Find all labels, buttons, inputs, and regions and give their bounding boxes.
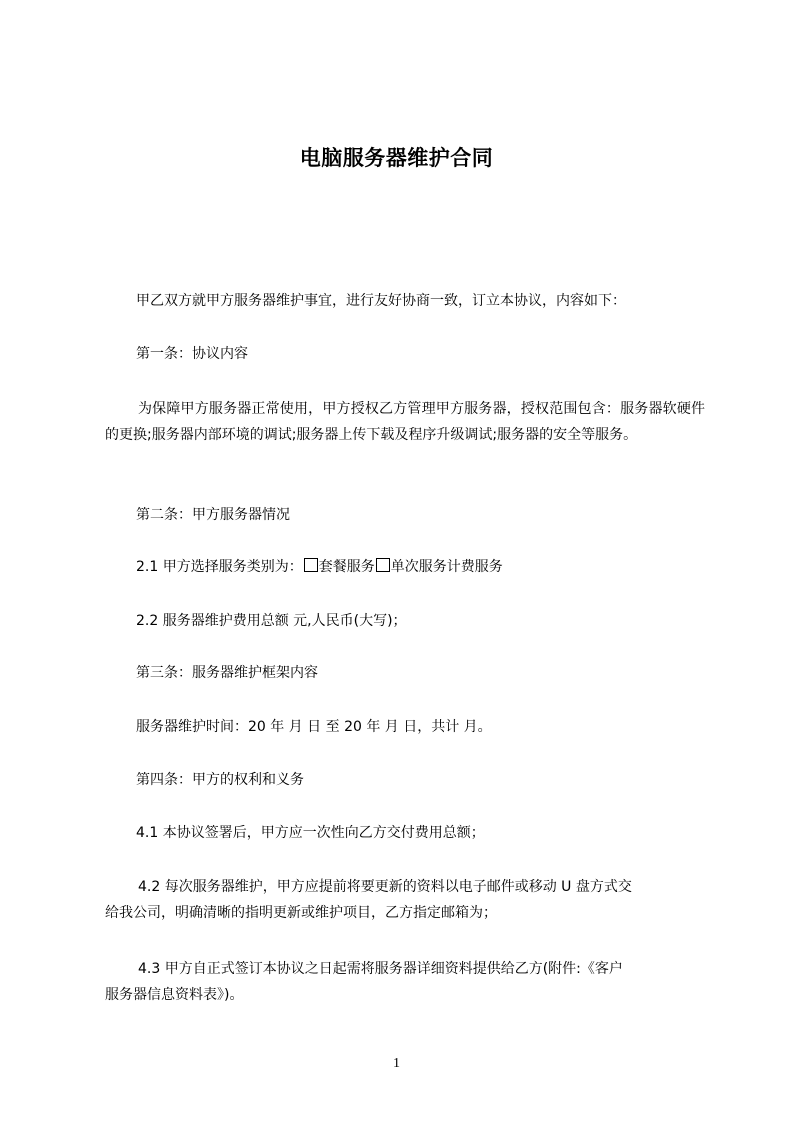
article-1-heading: 第一条：协议内容 — [136, 346, 248, 362]
intro-paragraph: 甲乙双方就甲方服务器维护事宜，进行友好协商一致，订立本协议，内容如下： — [136, 293, 626, 309]
article-1-body — [105, 396, 705, 448]
article-1-body-text: 为保障甲方服务器正常使用，甲方授权乙方管理甲方服务器，授权范围包含：服务器软硬件的更换;服务器内部环境的调试;服务器上传下载及程序升级调试;服务器的安全等服务。 — [105, 401, 705, 443]
item-4-3-line-2: 服务器信息资料表》)。 — [105, 987, 244, 1003]
checkbox-single-service[interactable] — [376, 558, 390, 572]
option-package-service-label: 套餐服务 — [318, 559, 375, 575]
item-4-3-line-1: 4.3 甲方自正式签订本协议之日起需将服务器详细资料提供给乙方(附件:《客户 — [138, 961, 623, 977]
document-title: 电脑服务器维护合同 — [299, 146, 494, 170]
article-2-heading: 第二条：甲方服务器情况 — [136, 507, 290, 523]
item-4-1: 4.1 本协议签署后，甲方应一次性向乙方交付费用总额； — [136, 825, 485, 841]
option-single-service-label: 单次服务计费服务 — [390, 559, 503, 575]
item-2-1-label: 2.1 甲方选择服务类别为： — [136, 559, 303, 575]
item-2-2: 2.2 服务器维护费用总额 元,人民币(大写)； — [136, 613, 407, 629]
item-4-3 — [105, 956, 705, 1008]
article-4-heading: 第四条：甲方的权利和义务 — [136, 772, 304, 788]
item-2-1 — [136, 554, 706, 580]
item-4-2-line-2: 给我公司，明确清晰的指明更新或维护项目，乙方指定邮箱为； — [105, 905, 497, 921]
maintenance-time: 服务器维护时间：20 年 月 日 至 20 年 月 日，共计 月。 — [136, 719, 492, 735]
item-4-2 — [105, 874, 705, 926]
item-4-2-line-1: 4.2 每次服务器维护，甲方应提前将要更新的资料以电子邮件或移动 U 盘方式交 — [138, 879, 632, 895]
checkbox-package-service[interactable] — [304, 558, 318, 572]
article-3-heading: 第三条：服务器维护框架内容 — [136, 665, 318, 681]
page-number: 1 — [393, 1056, 400, 1071]
